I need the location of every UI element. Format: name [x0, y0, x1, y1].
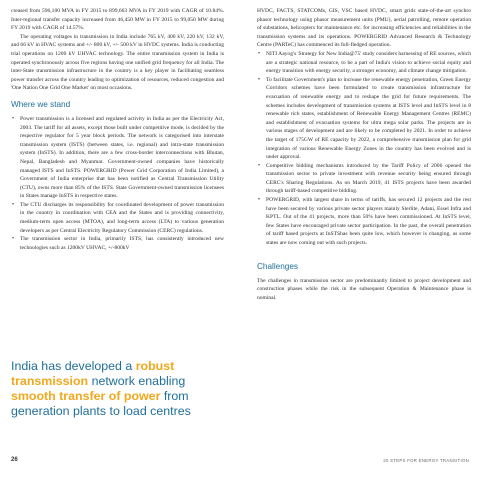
operating-voltages-paragraph: The operating voltages in transmission in India include 765 kV, 400 kV, 220 kV, 132 kV, and 66 kV in HVAC systems and +/- 800 kV, +/- 500 kV in HVDC systems. India is conducting trial operations on 1200 kV UHVAC technology. The entire transmission system in India is operated synchronously across five regions having one unified grid frequency for all India. The inter-State transmission infrastructure in the country is a key player in facilitating seamless power transfer across the country leading to optimization of resources, reduced congestion and 'One Nation One Grid One Market' on most occasions.	[11, 33, 224, 92]
where-we-stand-list	[11, 115, 224, 253]
right-column	[257, 7, 471, 302]
list-item: • The transmission sector in India, primarily ISTS, has consistently introduced new technologies such as 1200kV UHVAC, +/-800kV	[11, 235, 224, 252]
pull-quote	[11, 359, 211, 419]
left-column	[11, 7, 224, 252]
list-item: • Competitive bidding mechanisms introduced by the Tariff Policy of 2006 opened the transmission sector to private investment with revenue security being ensured through CERC's Sharing Regulations. As on March 2019, 41 ISTS projects have been awarded through tariff-based competitive bidding.	[257, 162, 471, 196]
pull-quote-text: India has developed a	[11, 359, 136, 373]
challenges-paragraph: The challenges in transmission sector are predominantly limited to project development and construction phases while the risk in the subsequent Operation & Maintenance phase is nominal.	[257, 277, 471, 301]
running-title: 20 STEPS FOR ENERGY TRANSITION	[383, 458, 469, 463]
pull-quote-text: network enabling	[88, 374, 186, 388]
page-number: 26	[11, 457, 18, 463]
list-item: • NITI Aayog's 'Strategy for New India@75' study considers harnessing of RE sources, which are a strategic national resource, to be a part of India's vision to achieve social equity and energy transition with energy security, a stronger economy, and climate change mitigation.	[257, 50, 471, 76]
pull-quote-text: from generation plants to load centres	[11, 389, 191, 418]
right-intro-paragraph: HVDC, FACTS, STATCOMs, GIS, VSC based HVDC, smart grids state-of-the-art synchro phasor technology using phasor measurement units (PMU), aerial patrolling, remote operation of substations, helicopters for maintenance etc. for increasing efficiencies and reliabilities in the transmission systems and its operations. POWERGRID Advanced Research & Technology Centre (PARTeC) has commenced its full-fledged operation.	[257, 8, 471, 49]
pull-quote-highlight: robust transmission	[11, 359, 175, 388]
list-item: • Power transmission is a licensed and regulated activity in India as per the Electricity Act, 2003. The tariff for all assets, except those built under competitive mode, is decided by the respective regulator for 5 year block periods. The network is categorised into interstate transmission system (ISTS) (between states, i.e. regional) and intra-state transmission system (InSTS). In addition, there are a few cross-border interconnections with Bhutan, Nepal, Bangladesh and Myanmar. Government-owned companies have historically managed ISTS and InSTS. POWERGRID (Power Grid Corporation of India Limited), a Government of India enterprise that has been notified as Central Transmission Utility (CTU), owns more than 85% of the ISTS. State Government-owned transmission licensees in States manage InSTS in respective states.	[11, 115, 224, 201]
list-item: • POWERGRID, with largest share in terms of tariffs, has secured 12 projects and the rest have been secured by various private sector players mainly Sterlite, Adani, Essel Infra and KPTL. Out of the 41 projects, more than 50% have been commissioned. At InSTS level, few States have encouraged private sector participation. In the past, the overall penetration of tariff based projects at InSTShas been quite low, which however is changing, as some states are now coming out with such projects.	[257, 196, 471, 248]
challenges-heading: Challenges	[257, 261, 298, 271]
where-we-stand-heading: Where we stand	[11, 99, 71, 109]
right-bullet-list	[257, 50, 471, 248]
pull-quote-highlight: smooth transfer of power	[11, 389, 161, 403]
list-item: • To facilitate Government's plan to increase the renewable energy penetration, Green Energy Corridors schemes have been formulated to create transmission infrastructure for evacuation of renewable energy and to reshape the grid for future requirements. The schemes includes development of transmission systems at ISTS level and InSTS level in 8 renewable rich states, establishment of Renewable Energy Management Centres (REMC) and establishment of evacuation systems for ultra mega solar parks. The projects are in various stages of development and are likely to be completed by 2021. In order to achieve the target of 175GW of RE capacity by 2022, a comprehensive transmission plan for grid integration of various Renewable Energy Zones in the country has been evolved and is under approval.	[257, 76, 471, 162]
left-intro-paragraph: creased from 596,100 MVA in FY 2015 to 899,663 MVA in FY 2019 with CAGR of 10.84%. Inter-regional transfer capacity increased from 46,450 MW in FY 2015 to 99,050 MW during FY 2019 with CAGR of 14.57%.	[11, 8, 224, 32]
list-item: • The CTU discharges its responsibility for coordinated development of power transmission in the country in coordination with CEA and the States and is providing connectivity, medium-term open access (MTOA), and long-term access (LTA) to various generation developers as per Central Electricity Regulatory Commission (CERC) regulations.	[11, 201, 224, 235]
